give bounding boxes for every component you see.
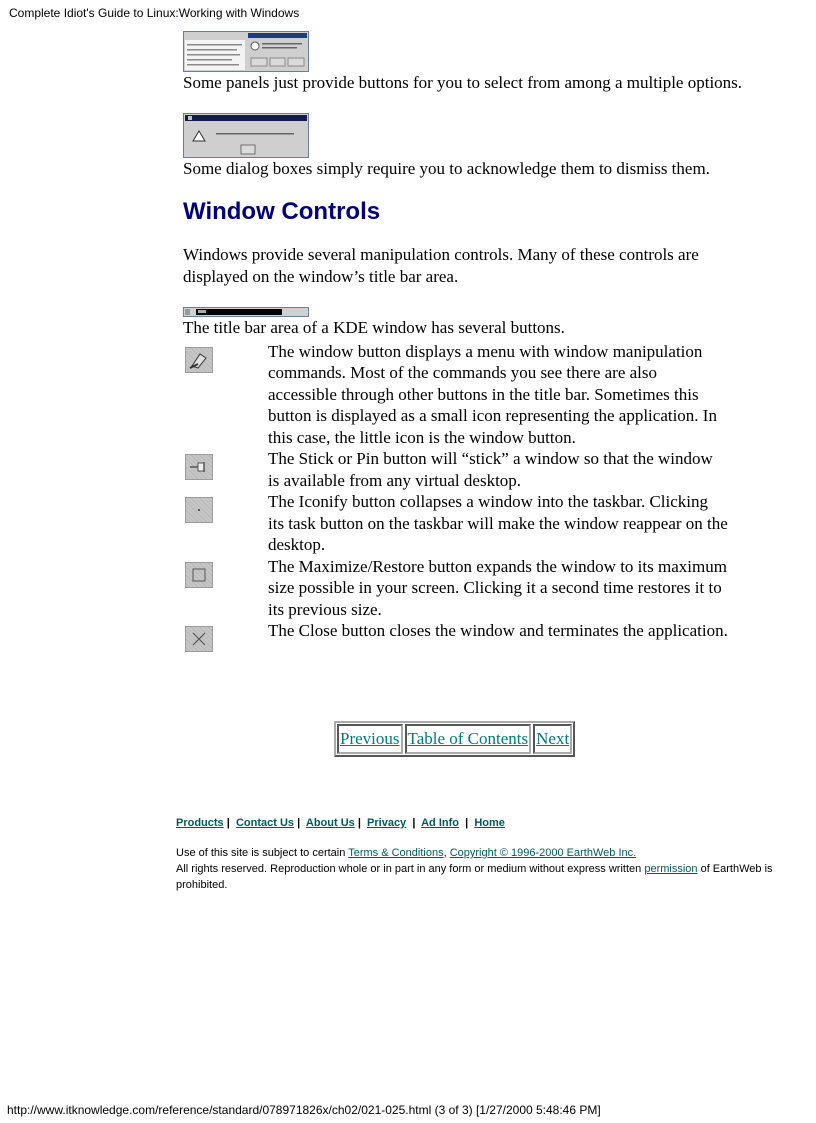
section-heading: Window Controls [183,198,381,225]
control-row [183,620,728,652]
page-header-title: Complete Idiot's Guide to Linux:Working with Windows [9,6,300,20]
next-link[interactable]: Next [533,724,572,754]
privacy-link[interactable]: Privacy [367,817,407,829]
control-description: The Maximize/Restore button expands the window to its maximum size possible in your screen. Clicking it a second time restores it to its previous size. [268,556,727,619]
caption-dialog: Some dialog boxes simply require you to acknowledge them to dismiss them. [183,158,710,178]
copyright-link[interactable]: Copyright © 1996-2000 EarthWeb Inc. [449,847,637,859]
table-of-contents-link[interactable]: Table of Contents [405,724,532,754]
legal-notice: Use of this site is subject to certain Terms & Conditions, Copyright © 1996-2000 EarthWeb Inc. All rights reserved. Reproduction whole or in part in any form or medium without express written permission of EarthWeb is prohibited. [176,847,773,891]
products-link[interactable]: Products [176,817,224,829]
separator: | [297,817,301,829]
control-row [183,491,728,556]
caption-panels: Some panels just provide buttons for you to select from among a multiple options. [183,73,743,92]
iconify-icon [185,497,213,523]
close-icon [185,626,213,652]
legal-text: All rights reserved. Reproduction whole or in part in any form or medium without express written [176,863,642,875]
page-navigation [334,721,575,757]
site-links [176,817,505,829]
control-row [183,341,728,449]
control-description: The window button displays a menu with window manipulation commands. Most of the commands you see there are also accessible through other buttons in the title bar. Sometimes this button is displayed as a small icon representing the application. In this case, the little icon is the window button. [268,341,717,447]
ad-info-link[interactable]: Ad Info [421,817,459,829]
page-footer-url: http://www.itknowledge.com/reference/standard/078971826x/ch02/021-025.html (3 of 3) [1/27/2000 5:48:46 PM] [7,1103,601,1117]
home-link[interactable]: Home [474,817,505,829]
control-description: The Stick or Pin button will “stick” a window so that the window is available from any virtual desktop. [268,449,713,490]
maximize-icon [185,562,213,588]
control-row [183,448,728,491]
dialog-screenshot [183,113,309,158]
separator: | [412,817,416,829]
control-description: The Iconify button collapses a window into the taskbar. Clicking its task button on the taskbar will make the window reappear on the desktop. [268,492,728,554]
window-menu-icon [185,347,213,373]
control-row [183,556,728,621]
contact-us-link[interactable]: Contact Us [235,817,295,829]
main-content [183,31,743,652]
titlebar-screenshot [183,307,309,317]
about-us-link[interactable]: About Us [305,817,355,829]
intro-paragraph: Windows provide several manipulation controls. Many of these controls are displayed on the window’s title bar area. [183,245,699,286]
legal-text: of EarthWeb is prohibited. [176,863,773,891]
panel-screenshot [183,31,309,72]
pin-icon [185,454,213,480]
permission-link[interactable]: permission [644,863,698,875]
controls-table [183,341,728,653]
terms-link[interactable]: Terms & Conditions [348,847,444,859]
separator: | [357,817,361,829]
control-description: The Close button closes the window and terminates the application. [268,621,728,640]
legal-text: Use of this site is subject to certain [176,847,346,859]
separator: | [226,817,230,829]
caption-titlebar: The title bar area of a KDE window has several buttons. [183,318,565,337]
previous-link[interactable]: Previous [337,724,403,754]
separator: | [465,817,469,829]
